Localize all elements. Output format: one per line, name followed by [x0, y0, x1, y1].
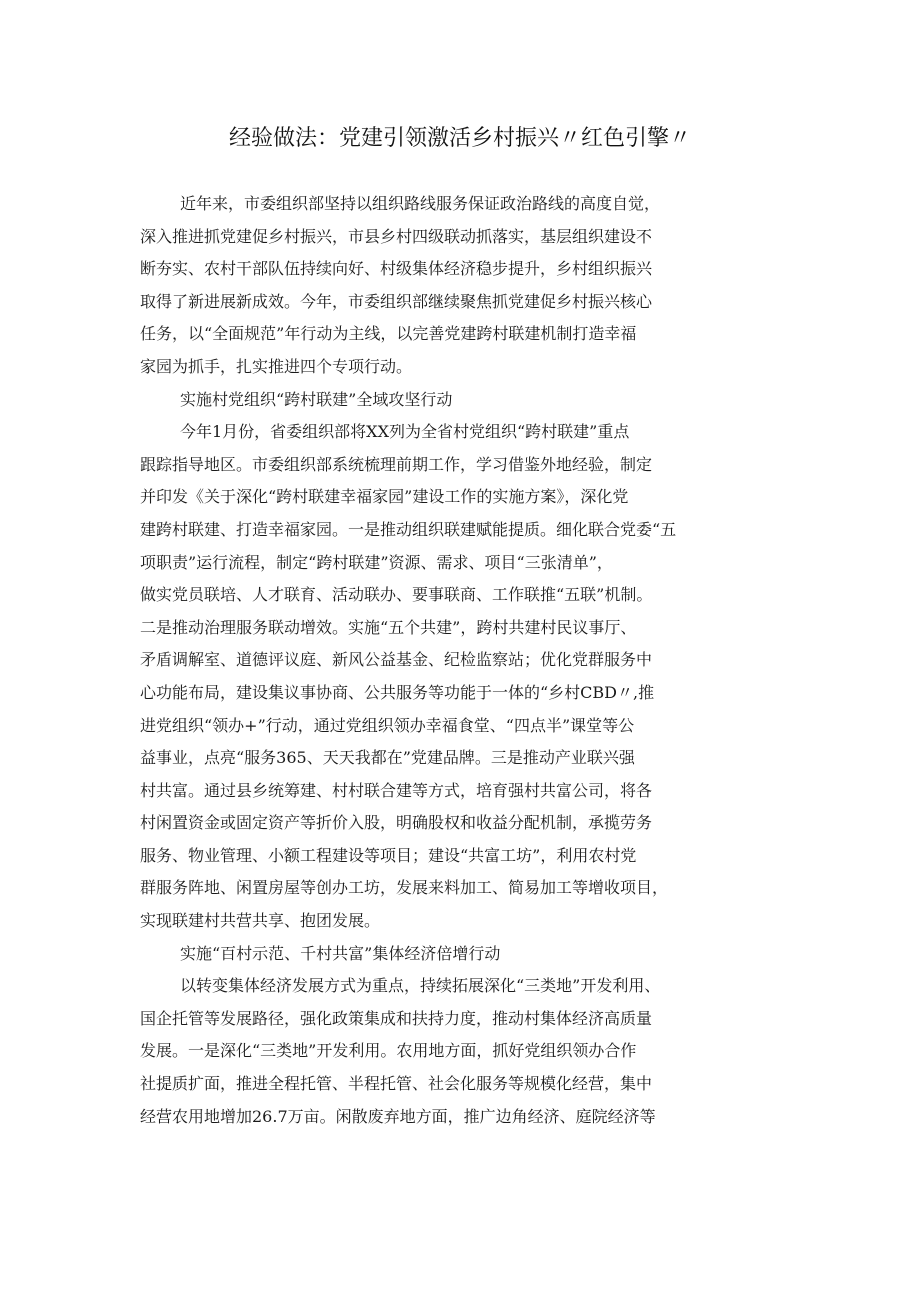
paragraph [140, 188, 792, 384]
paragraph-line: 群服务阵地、闲置房屋等创办工坊，发展来料加工、简易加工等增收项目， [140, 878, 669, 898]
paragraph-line: 发展。一是深化“三类地”开发利用。农用地方面，抓好党组织领办合作 [140, 1041, 637, 1061]
paragraph-line: 进党组织“领办+”行动，通过党组织领办幸福食堂、“四点半”课堂等公 [140, 715, 635, 735]
paragraph-line: 经营农用地增加26.7万亩。闲散废弃地方面，推广边角经济、庭院经济等 [140, 1106, 656, 1126]
paragraph [140, 416, 792, 938]
document-body [140, 188, 792, 1133]
paragraph-line: 今年1月份，省委组织部将XX列为全省村党组织“跨村联建”重点 [180, 422, 630, 442]
paragraph-line: 建跨村联建、打造幸福家园。一是推动组织联建赋能提质。细化联合党委“五 [140, 519, 677, 539]
paragraph-line: 国企托管等发展路径，强化政策集成和扶持力度，推动村集体经济高质量 [140, 1008, 653, 1028]
paragraph-line: 跟踪指导地区。市委组织部系统梳理前期工作，学习借鉴外地经验，制定 [140, 454, 653, 474]
paragraph-line: 做实党员联培、人才联育、活动联办、要事联商、工作联推“五联”机制。 [140, 585, 653, 605]
paragraph-line: 取得了新进展新成效。今年，市委组织部继续聚焦抓党建促乡村振兴核心 [140, 291, 653, 311]
paragraph-line: 家园为抓手，扎实推进四个专项行动。 [140, 356, 413, 376]
paragraph-line: 心功能布局，建设集议事协商、公共服务等功能于一体的“乡村CBD〃,推 [140, 682, 655, 702]
paragraph-line: 村共富。通过县乡统筹建、村村联合建等方式，培育强村共富公司，将各 [140, 780, 653, 800]
paragraph-line: 社提质扩面，推进全程托管、半程托管、社会化服务等规模化经营，集中 [140, 1074, 653, 1094]
heading-line: 实施“百村示范、千村共富”集体经济倍增行动 [180, 943, 501, 963]
paragraph-line: 村闲置资金或固定资产等折价入股，明确股权和收益分配机制，承揽劳务 [140, 813, 653, 833]
paragraph-line: 矛盾调解室、道德评议庭、新风公益基金、纪检监察站；优化党群服务中 [140, 650, 653, 670]
paragraph-line: 服务、物业管理、小额工程建设等项目；建设“共富工坊”，利用农村党 [140, 845, 637, 865]
paragraph-line: 项职责”运行流程，制定“跨村联建”资源、需求、项目“三张清单”， [140, 552, 613, 572]
paragraph-line: 近年来，市委组织部坚持以组织路线服务保证政治路线的高度自觉， [180, 194, 661, 213]
paragraph-line: 任务，以“全面规范”年行动为主线，以完善党建跨村联建机制打造幸福 [140, 324, 637, 344]
section-heading [140, 938, 792, 971]
paragraph-line: 并印发《关于深化“跨村联建幸福家园”建设工作的实施方案》，深化党 [140, 487, 629, 507]
paragraph-line: 断夯实、农村干部队伍持续向好、村级集体经济稳步提升，乡村组织振兴 [140, 259, 653, 279]
paragraph-line: 深入推进抓党建促乡村振兴，市县乡村四级联动抓落实，基层组织建设不 [140, 226, 653, 246]
paragraph [140, 970, 792, 1133]
paragraph-line: 二是推动治理服务联动增效。实施“五个共建”，跨村共建村民议事厅、 [140, 617, 637, 637]
heading-line: 实施村党组织“跨村联建”全域攻坚行动 [180, 389, 453, 409]
paragraph-line: 实现联建村共营共享、抱团发展。 [140, 911, 381, 931]
paragraph-line: 以转变集体经济发展方式为重点，持续拓展深化“三类地”开发利用、 [180, 976, 661, 996]
section-heading [140, 384, 792, 417]
document-title: 经验做法：党建引领激活乡村振兴〃红色引擎〃 [228, 126, 691, 151]
paragraph-line: 益事业，点亮“服务365、天天我都在”党建品牌。三是推动产业联兴强 [140, 748, 635, 768]
